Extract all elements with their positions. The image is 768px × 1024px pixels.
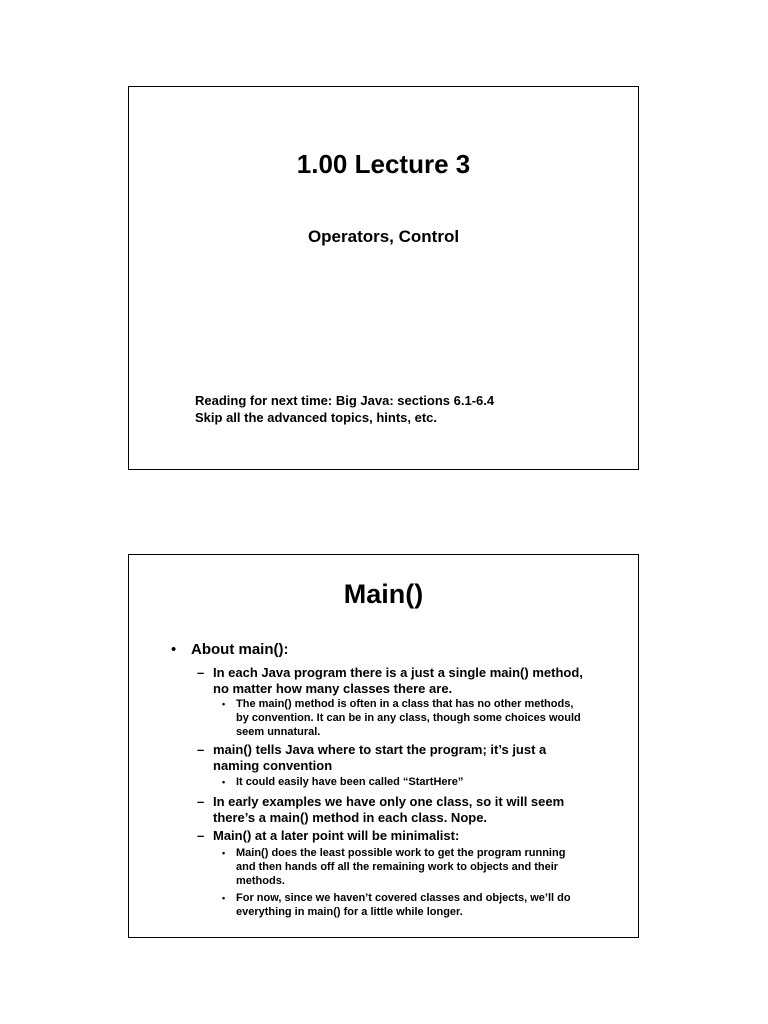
sub-item-text: In each Java program there is a just a single main() method, no matter how many classes there are. — [213, 665, 583, 696]
bullet-icon: • — [222, 848, 226, 858]
reading-note: Reading for next time: Big Java: sections 6.1-6.4 — [195, 393, 495, 408]
sub-item — [197, 794, 587, 826]
skip-note: Skip all the advanced topics, hints, etc. — [195, 410, 438, 425]
detail-item-text: For now, since we haven’t covered classes and objects, we’ll do everything in main() for a little while longer. — [236, 892, 571, 918]
detail-item — [222, 697, 582, 739]
dash-icon: – — [197, 665, 205, 680]
dash-icon: – — [197, 828, 205, 843]
slide-1 — [128, 86, 639, 470]
bullet-item — [171, 641, 288, 658]
sub-item — [197, 828, 587, 844]
slide-2-title: Main() — [343, 579, 424, 609]
bullet-icon: • — [171, 641, 177, 658]
dash-icon: – — [197, 794, 205, 809]
bullet-icon: • — [222, 893, 226, 903]
detail-item — [222, 846, 582, 888]
slide-1-subtitle: Operators, Control — [307, 227, 460, 246]
bullet-icon: • — [222, 777, 226, 787]
detail-item — [222, 891, 582, 919]
sub-item-text: In early examples we have only one class, so it will seem there’s a main() method in each class. Nope. — [213, 794, 565, 825]
detail-item-text: It could easily have been called “StartHere” — [236, 776, 464, 788]
sub-item-text: main() tells Java where to start the program; it’s just a naming convention — [213, 742, 547, 773]
sub-item — [197, 742, 587, 774]
slide-1-title: 1.00 Lecture 3 — [296, 149, 471, 179]
sub-item-text: Main() at a later point will be minimalist: — [213, 828, 460, 843]
bullet-text: About main(): — [191, 641, 289, 658]
sub-item — [197, 665, 587, 697]
dash-icon: – — [197, 742, 205, 757]
slide-2 — [128, 554, 639, 938]
detail-item — [222, 775, 582, 789]
detail-item-text: Main() does the least possible work to get the program running and then hands off all the remaining work to objects and their methods. — [236, 847, 566, 887]
bullet-icon: • — [222, 699, 226, 709]
detail-item-text: The main() method is often in a class that has no other methods, by convention. It can be in any class, though some choices would seem unnatural. — [236, 698, 581, 738]
